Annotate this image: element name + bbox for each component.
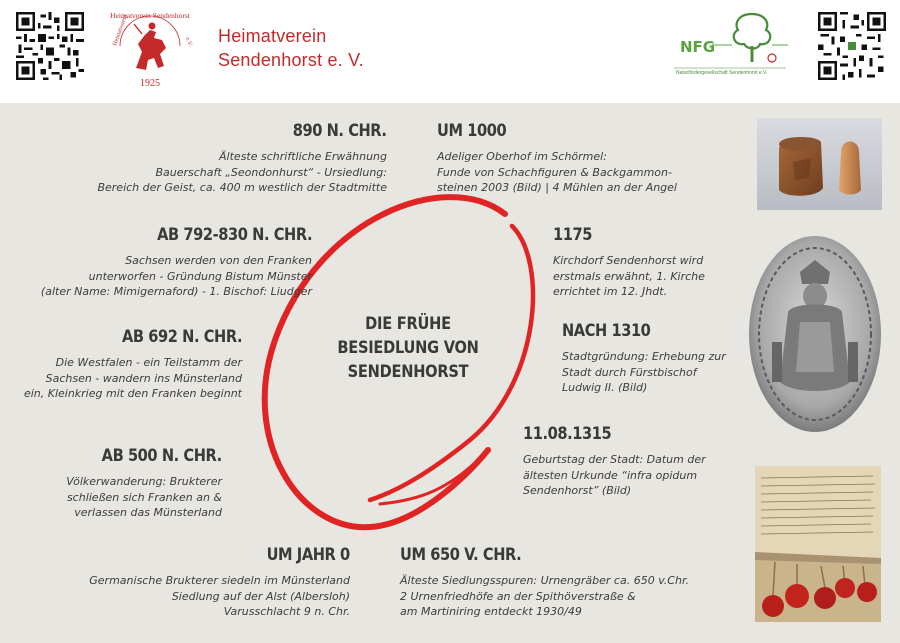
org-line-2: Sendenhorst e. V. bbox=[218, 50, 364, 70]
entry-line: ein, Kleinkrieg mit den Franken beginnt bbox=[23, 387, 242, 400]
entry-line: Geburtstag der Stadt: Datum der bbox=[523, 453, 706, 466]
nfg-logo bbox=[668, 10, 790, 78]
photo-wax-seal bbox=[742, 232, 888, 437]
entry-date: UM 1000 bbox=[437, 121, 507, 141]
entry-date: 1175 bbox=[553, 225, 592, 245]
entry-line: Stadtgründung: Erhebung zur bbox=[562, 350, 726, 363]
timeline-entry-1310 bbox=[562, 321, 726, 396]
timeline-entry-692 bbox=[24, 327, 242, 402]
entry-description bbox=[97, 149, 387, 196]
entry-line: Älteste schriftliche Erwähnung bbox=[219, 150, 387, 163]
timeline-entry-792 bbox=[41, 225, 312, 300]
entry-description bbox=[523, 452, 706, 499]
entry-line: Siedlung auf der Alst (Albersloh) bbox=[171, 589, 350, 603]
entry-line: unterworfen - Gründung Bistum Münster bbox=[88, 269, 312, 283]
entry-description bbox=[41, 253, 312, 300]
entry-line: Ludwig II. (Bild) bbox=[562, 381, 648, 394]
entry-date: 890 N. CHR. bbox=[293, 121, 387, 141]
entry-description bbox=[66, 474, 222, 521]
header bbox=[0, 0, 900, 103]
entry-description bbox=[553, 253, 705, 300]
org-line-1: Heimatverein bbox=[218, 26, 327, 46]
timeline-entry-890 bbox=[97, 121, 387, 196]
qr-code-left[interactable] bbox=[16, 12, 84, 80]
entry-date: UM 650 V. CHR. bbox=[400, 545, 522, 565]
entry-line: schließen sich Franken an & bbox=[66, 490, 222, 504]
crest-logo bbox=[108, 6, 192, 94]
organization-name bbox=[218, 24, 364, 72]
entry-line: Adeliger Oberhof im Schörmel: bbox=[437, 150, 607, 163]
entry-description bbox=[400, 573, 689, 620]
entry-line: (alter Name: Mimigernaford) - 1. Bischof: Liudger bbox=[40, 285, 312, 298]
entry-line: Stadt durch Fürstbischof bbox=[562, 365, 697, 379]
entry-date: AB 500 N. CHR. bbox=[101, 446, 222, 466]
entry-line: Älteste Siedlungsspuren: Urnengräber ca. 650 v.Chr. bbox=[400, 574, 689, 587]
svg-text:e.V.: e.V. bbox=[184, 36, 193, 48]
entry-description bbox=[437, 149, 677, 196]
entry-line: Sachsen - wandern ins Münsterland bbox=[45, 371, 242, 385]
nfg-small-text: Naturfördergesellschaft Sendenhorst e.V. bbox=[676, 70, 768, 76]
entry-description bbox=[89, 573, 350, 620]
center-title-line-2: BESIEDLUNG VON bbox=[337, 338, 479, 358]
center-title-line-3: SENDENHORST bbox=[347, 362, 469, 382]
entry-date: AB 792-830 N. CHR. bbox=[157, 225, 312, 245]
entry-description bbox=[562, 349, 726, 396]
timeline-entry-500 bbox=[66, 446, 222, 521]
photo-old-document bbox=[755, 466, 881, 622]
center-title-line-1: DIE FRÜHE bbox=[365, 314, 451, 334]
nfg-text-label: NFG bbox=[680, 38, 716, 56]
timeline-entry-year-0 bbox=[89, 545, 350, 620]
entry-line: Varusschlacht 9 n. Chr. bbox=[223, 605, 350, 618]
entry-line: 2 Urnenfriedhöfe an der Spithöverstraße & bbox=[400, 589, 636, 603]
timeline-entry-1000 bbox=[437, 121, 677, 196]
entry-line: Sendenhorst” (Bild) bbox=[523, 484, 632, 497]
entry-date: UM JAHR 0 bbox=[266, 545, 350, 565]
entry-line: Kirchdorf Sendenhorst wird bbox=[553, 254, 704, 267]
timeline-entry-1175 bbox=[553, 225, 705, 300]
entry-line: errichtet im 12. Jhdt. bbox=[553, 285, 668, 298]
qr-code-right[interactable] bbox=[818, 12, 886, 80]
svg-text:Heimatverein: Heimatverein bbox=[112, 13, 130, 47]
entry-line: Sachsen werden von den Franken bbox=[125, 254, 312, 267]
entry-line: ältesten Urkunde “infra opidum bbox=[523, 468, 698, 482]
entry-line: verlassen das Münsterland bbox=[74, 506, 222, 519]
center-title bbox=[318, 312, 498, 384]
crest-year: 1925 bbox=[140, 78, 160, 89]
entry-line: erstmals erwähnt, 1. Kirche bbox=[553, 269, 705, 283]
entry-date: 11.08.1315 bbox=[523, 424, 612, 444]
entry-description bbox=[24, 355, 242, 402]
crest-text: Heimatverein Sendenhorst bbox=[110, 11, 190, 20]
entry-line: steinen 2003 (Bild) | 4 Mühlen an der Angel bbox=[437, 181, 677, 194]
timeline-entry-1315 bbox=[523, 424, 706, 499]
entry-line: am Martiniring entdeckt 1930/49 bbox=[400, 605, 582, 618]
entry-line: Die Westfalen - ein Teilstamm der bbox=[55, 356, 242, 369]
photo-chess-pieces bbox=[757, 118, 882, 210]
entry-line: Germanische Brukterer siedeln im Münsterland bbox=[89, 574, 350, 587]
entry-date: NACH 1310 bbox=[562, 321, 651, 341]
entry-line: Bereich der Geist, ca. 400 m westlich der Stadtmitte bbox=[97, 181, 387, 194]
entry-date: AB 692 N. CHR. bbox=[121, 327, 242, 347]
entry-line: Bauerschaft „Seondonhurst“ - Ursiedlung: bbox=[155, 165, 387, 179]
timeline-entry-650bc bbox=[400, 545, 689, 620]
entry-line: Funde von Schachfiguren & Backgammon- bbox=[437, 165, 672, 179]
entry-line: Völkerwanderung: Brukterer bbox=[66, 475, 222, 488]
